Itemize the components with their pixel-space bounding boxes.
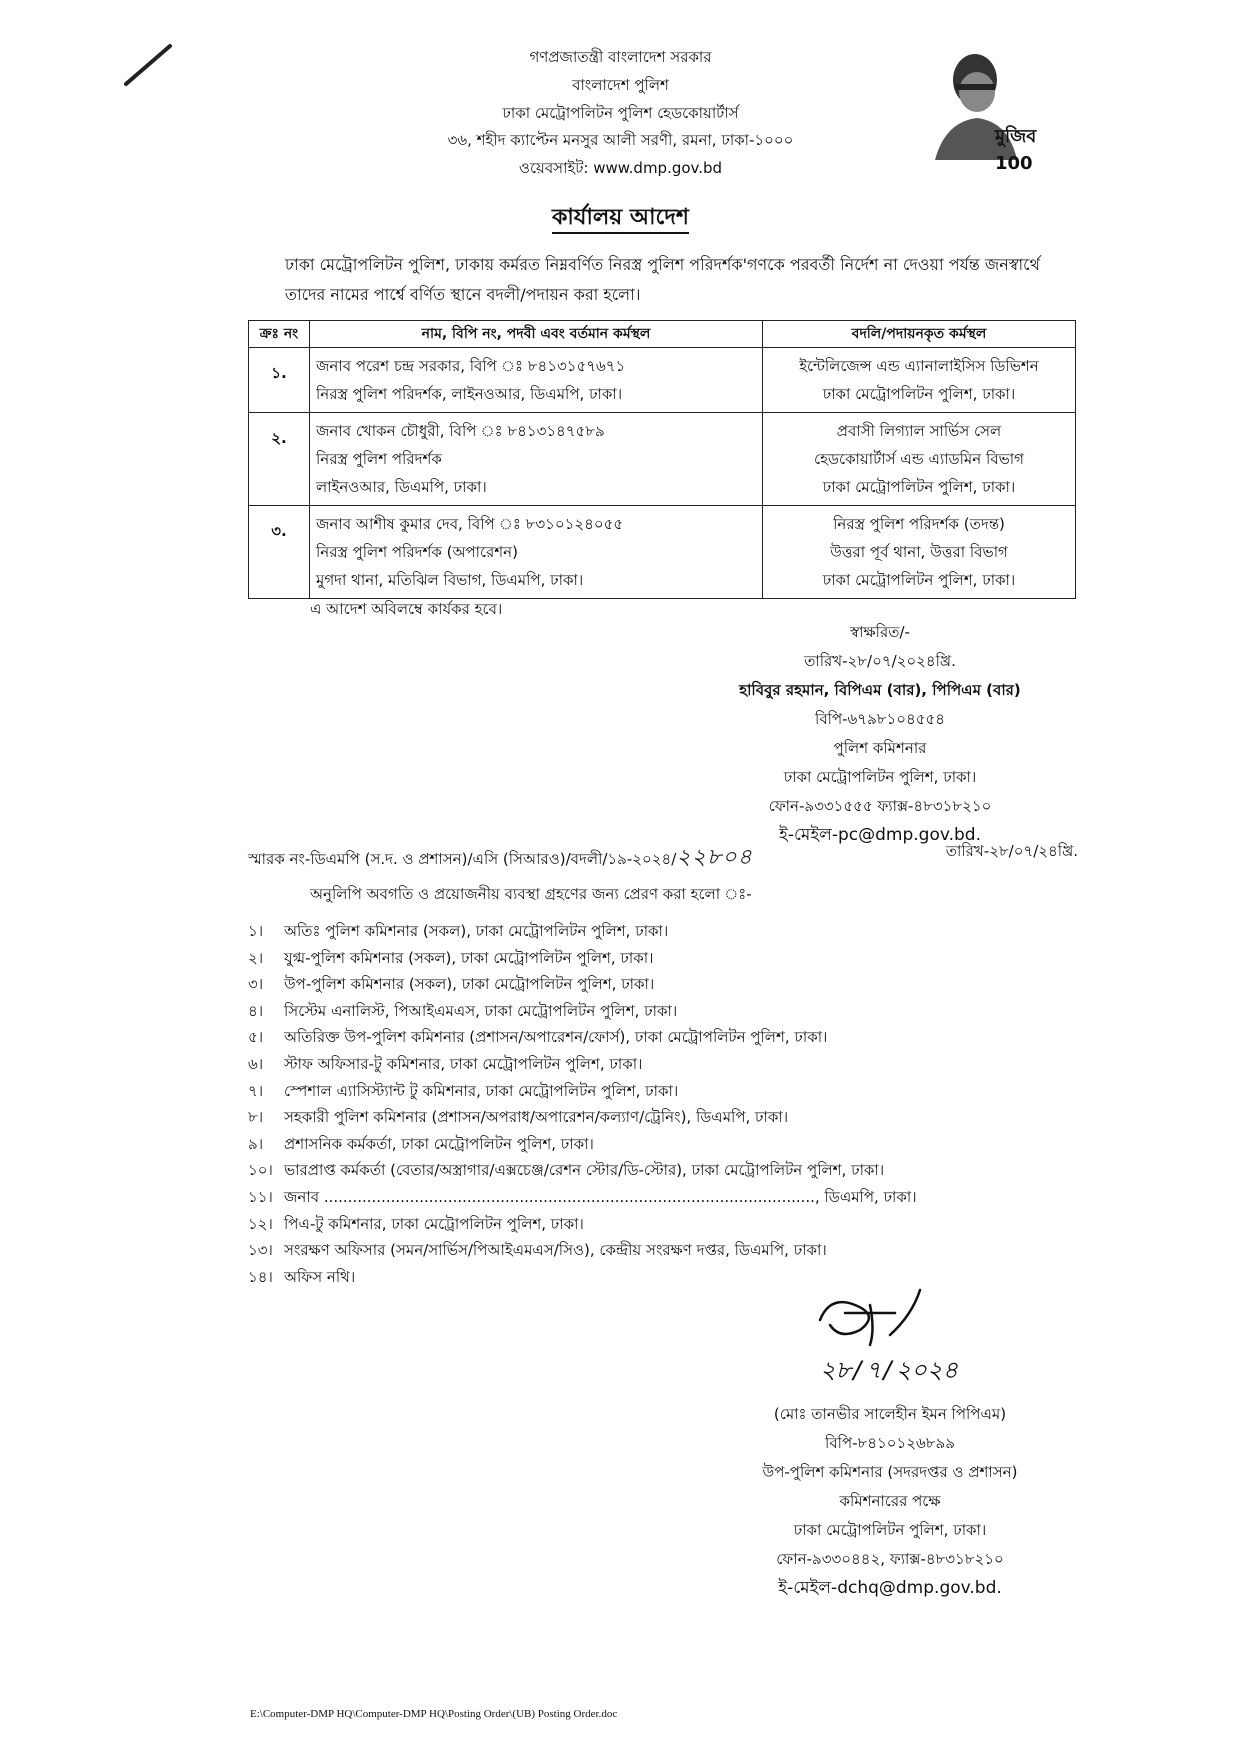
signature1-date: তারিখ-২৮/০৭/২০২৪খ্রি.: [804, 652, 956, 670]
signature1-email: ই-মেইল-pc@dmp.gov.bd.: [779, 825, 981, 845]
cc-number: ৮।: [248, 1108, 264, 1127]
row-posting-cell: [763, 413, 1076, 506]
posting-line: ইন্টেলিজেন্স এন্ড এ্যানালাইসিস ডিভিশন: [799, 357, 1039, 375]
list-item: [248, 1211, 1098, 1238]
list-item: [248, 1131, 1098, 1158]
cc-number: ৭।: [248, 1081, 264, 1100]
govt-name: গণপ্রজাতন্ত্রী বাংলাদেশ সরকার: [529, 48, 712, 66]
list-item: [248, 1051, 1098, 1078]
table-row: [249, 348, 1076, 413]
cc-list: [248, 918, 1098, 1290]
col-posting: বদলি/পদায়নকৃত কর্মস্থল: [763, 321, 1076, 348]
cc-number: ৬।: [248, 1054, 264, 1073]
cc-number: ৫।: [248, 1028, 264, 1047]
name-line: জনাব আশীষ কুমার দেব, বিপি ঃ ৮৩১০১২৪০৫৫: [316, 515, 624, 533]
list-item: [248, 1078, 1098, 1105]
list-item: [248, 918, 1098, 945]
cc-number: ১৪।: [248, 1267, 273, 1286]
memo-handwritten-number: ২২৮০৪: [676, 845, 753, 870]
signed-mark: স্বাক্ষরিত/-: [850, 623, 910, 641]
cc-number: ১১।: [248, 1187, 273, 1206]
cc-number: ৩।: [248, 975, 264, 994]
list-item: [248, 971, 1098, 998]
signature1-designation: পুলিশ কমিশনার: [833, 739, 927, 757]
cc-text: সহকারী পুলিশ কমিশনার (প্রশাসন/অপরাধ/অপারেশন/কল্যাণ/ট্রেনিং), ডিএমপি, ঢাকা।: [284, 1108, 789, 1127]
cc-number: ৯।: [248, 1134, 264, 1153]
list-item: [248, 1024, 1098, 1051]
posting-line: ঢাকা মেট্রোপলিটন পুলিশ, ঢাকা।: [822, 385, 1016, 403]
posting-line: ঢাকা মেট্রোপলিটন পুলিশ, ঢাকা।: [822, 571, 1016, 589]
row-serial: ২.: [249, 413, 310, 506]
row-serial: ৩.: [249, 506, 310, 599]
row-name-cell: [310, 506, 763, 599]
mujib-100-logo: [905, 42, 1055, 174]
signature2-office: ঢাকা মেট্রোপলিটন পুলিশ, ঢাকা।: [793, 1521, 987, 1539]
name-line: নিরস্ত্র পুলিশ পরিদর্শক, লাইনওআর, ডিএমপি, ঢাকা।: [316, 385, 623, 403]
list-item: [248, 945, 1098, 972]
cc-text: সংরক্ষণ অফিসার (সমন/সার্ভিস/পিআইএমএস/সিও), কেন্দ্রীয় সংরক্ষণ দপ্তর, ডিএমপি, ঢাকা।: [284, 1241, 827, 1260]
cc-text: অফিস নথি।: [284, 1267, 356, 1286]
list-item: [248, 998, 1098, 1025]
table-header-row: [249, 321, 1076, 348]
name-line: জনাব খোকন চৌধুরী, বিপি ঃ ৮৪১৩১৪৭৫৮৯: [316, 422, 605, 440]
posting-line: উত্তরা পূর্ব থানা, উত্তরা বিভাগ: [830, 543, 1008, 561]
office-website: ওয়েবসাইট: www.dmp.gov.bd: [518, 159, 723, 177]
posting-line: নিরস্ত্র পুলিশ পরিদর্শক (তদন্ত): [833, 515, 1005, 533]
list-item: [248, 1184, 1098, 1211]
dept-name: বাংলাদেশ পুলিশ: [572, 76, 669, 94]
memo-line: [248, 840, 1078, 877]
cc-text: স্পেশাল এ্যাসিস্ট্যান্ট টু কমিশনার, ঢাকা মেট্রোপলিটন পুলিশ, ঢাকা।: [284, 1081, 679, 1100]
signature2-behalf: কমিশনারের পক্ষে: [839, 1492, 941, 1510]
signature2-designation: উপ-পুলিশ কমিশনার (সদরদপ্তর ও প্রশাসন): [762, 1463, 1018, 1481]
cc-number: ১০।: [248, 1161, 273, 1180]
cc-number: ১।: [248, 922, 264, 940]
intro-paragraph: ঢাকা মেট্রোপলিটন পুলিশ, ঢাকায় কর্মরত নিম্নবর্ণিত নিরস্ত্র পুলিশ পরিদর্শক'গণকে পরবর্তী নির্দেশ না দেওয়া পর্যন্ত জনস্বার্থে তাদের নামের পার্শ্বে বর্ণিত স্থানে বদলী/পদায়ন করা হলো।: [285, 255, 1040, 304]
effect-statement: এ আদেশ অবিলম্বে কার্যকর হবে।: [310, 600, 503, 618]
cc-intro: অনুলিপি অবগতি ও প্রয়োজনীয় ব্যবস্থা গ্রহণের জন্য প্রেরণ করা হলো ঃ-: [310, 885, 752, 903]
cc-number: ১২।: [248, 1214, 273, 1233]
cc-number: ৪।: [248, 1001, 264, 1020]
signature2-phone: ফোন-৯৩৩০৪৪২, ফ্যাক্স-৪৮৩১৮২১০: [776, 1550, 1004, 1568]
row-name-cell: [310, 348, 763, 413]
cc-text: পিএ-টু কমিশনার, ঢাকা মেট্রোপলিটন পুলিশ, ঢাকা।: [284, 1214, 584, 1233]
office-name: ঢাকা মেট্রোপলিটন পুলিশ হেডকোয়ার্টার্স: [502, 104, 739, 122]
list-item: [248, 1157, 1098, 1184]
handwritten-date: ২৮/৭/২০২৪: [820, 1356, 959, 1384]
cc-text: অতিঃ পুলিশ কমিশনার (সকল), ঢাকা মেট্রোপলিটন পুলিশ, ঢাকা।: [284, 922, 669, 940]
col-name: নাম, বিপি নং, পদবী এবং বর্তমান কর্মস্থল: [310, 321, 763, 348]
table-row: [249, 506, 1076, 599]
row-posting-cell: [763, 506, 1076, 599]
posting-line: হেডকোয়ার্টার্স এন্ড এ্যাডমিন বিভাগ: [814, 450, 1024, 468]
row-posting-cell: [763, 348, 1076, 413]
signature1-office: ঢাকা মেট্রোপলিটন পুলিশ, ঢাকা।: [783, 768, 977, 786]
transfer-table: [248, 320, 1076, 599]
signature2-bp: বিপি-৮৪১০১২৬৮৯৯: [825, 1434, 955, 1452]
file-path-footer: E:\Computer-DMP HQ\Computer-DMP HQ\Posting Order\(UB) Posting Order.doc: [250, 1708, 618, 1720]
row-name-cell: [310, 413, 763, 506]
memo-date: তারিখ-২৮/০৭/২৪খ্রি.: [945, 842, 1078, 860]
cc-number: ১৩।: [248, 1241, 273, 1260]
memo-ref: স্মারক নং-ডিএমপি (স.দ. ও প্রশাসন)/এসি (সিআরও)/বদলী/১৯-২০২৪/: [248, 850, 677, 868]
cc-text: ভারপ্রাপ্ত কর্মকর্তা (বেতার/অস্ত্রাগার/এক্সচেঞ্জ/রেশন স্টোর/ডি-স্টোর), ঢাকা মেট্রোপলিটন পুলিশ, ঢাকা।: [284, 1161, 885, 1180]
cc-text: সিস্টেম এনালিস্ট, পিআইএমএস, ঢাকা মেট্রোপলিটন পুলিশ, ঢাকা।: [284, 1001, 678, 1020]
cc-text: যুগ্ম-পুলিশ কমিশনার (সকল), ঢাকা মেট্রোপলিটন পুলিশ, ঢাকা।: [284, 948, 654, 967]
signature1-phone: ফোন-৯৩৩১৫৫৫ ফ্যাক্স-৪৮৩১৮২১০: [768, 797, 992, 815]
row-serial: ১.: [249, 348, 310, 413]
signature1-name: হাবিবুর রহমান, বিপিএম (বার), পিপিএম (বার): [739, 681, 1021, 699]
cc-number: ২।: [248, 948, 264, 967]
office-address: ৩৬, শহীদ ক্যাপ্টেন মনসুর আলী সরণী, রমনা, ঢাকা-১০০০: [447, 131, 794, 149]
signature1-bp: বিপি-৬৭৯৮১০৪৫৫৪: [815, 710, 945, 728]
cc-text: জনাব ......................................................................................................., ডিএমপি, ঢাকা।: [284, 1187, 917, 1206]
name-line: লাইনওআর, ডিএমপি, ঢাকা।: [316, 478, 487, 496]
list-item: [248, 1104, 1098, 1131]
logo-text: মুজিব 100: [995, 126, 1037, 174]
name-line: জনাব পরেশ চন্দ্র সরকার, বিপি ঃ ৮৪১৩১৫৭৬৭১: [316, 357, 626, 375]
list-item: [248, 1237, 1098, 1264]
name-line: মুগদা থানা, মতিঝিল বিভাগ, ডিএমপি, ঢাকা।: [316, 571, 584, 589]
page-title: কার্যালয় আদেশ: [0, 200, 1241, 237]
cc-text: স্টাফ অফিসার-টু কমিশনার, ঢাকা মেট্রোপলিটন পুলিশ, ঢাকা।: [284, 1054, 643, 1073]
signature2-email: ই-মেইল-dchq@dmp.gov.bd.: [778, 1578, 1002, 1598]
name-line: নিরস্ত্র পুলিশ পরিদর্শক: [316, 450, 442, 468]
posting-line: ঢাকা মেট্রোপলিটন পুলিশ, ঢাকা।: [822, 478, 1016, 496]
name-line: নিরস্ত্র পুলিশ পরিদর্শক (অপারেশন): [316, 543, 518, 561]
col-serial: ক্রঃ নং: [249, 321, 310, 348]
cc-text: অতিরিক্ত উপ-পুলিশ কমিশনার (প্রশাসন/অপারেশন/ফোর্স), ঢাকা মেট্রোপলিটন পুলিশ, ঢাকা।: [284, 1028, 828, 1047]
signature2-name: (মোঃ তানভীর সালেহীন ইমন পিপিএম): [773, 1405, 1007, 1423]
posting-line: প্রবাসী লিগ্যাল সার্ভিস সেল: [836, 422, 1002, 440]
cc-text: প্রশাসনিক কর্মকর্তা, ঢাকা মেট্রোপলিটন পুলিশ, ঢাকা।: [284, 1134, 594, 1153]
cc-text: উপ-পুলিশ কমিশনার (সকল), ঢাকা মেট্রোপলিটন পুলিশ, ঢাকা।: [284, 975, 655, 994]
table-row: [249, 413, 1076, 506]
